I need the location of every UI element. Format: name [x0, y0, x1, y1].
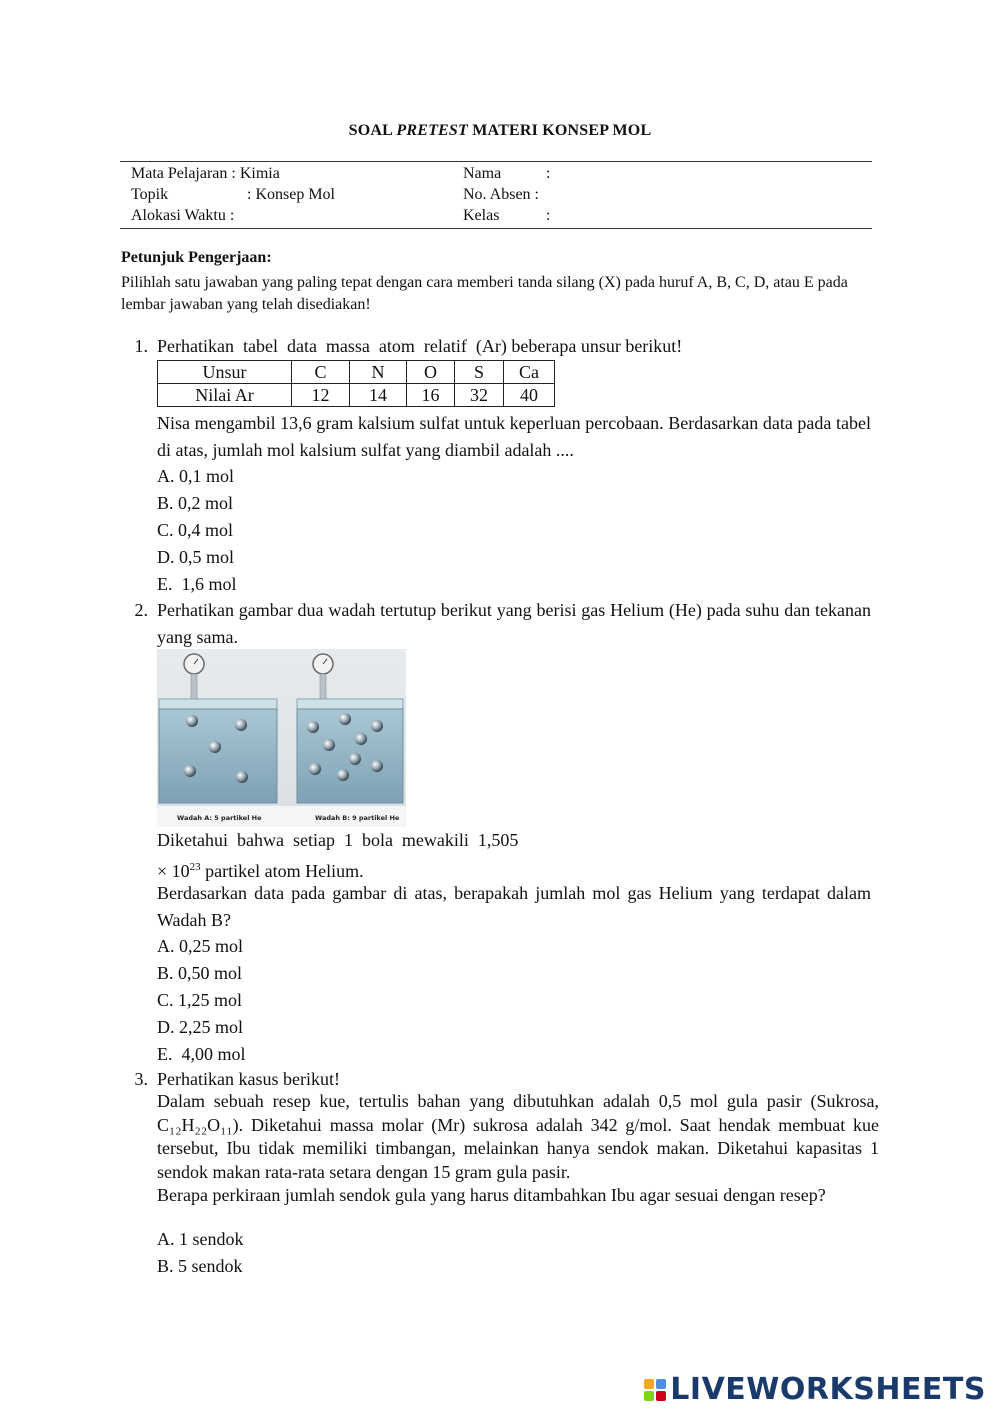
q1-option-e[interactable]: E. 1,6 mol: [157, 574, 237, 594]
instructions-text: Pilihlah satu jawaban yang paling tepat dengan cara memberi tanda silang (X) pada huruf A, B, C, D, atau E pada lembar jawaban yang telah disediakan!: [121, 274, 848, 313]
q2-line1: Diketahui bahwa setiap 1 bola mewakili 1,505: [157, 830, 519, 850]
liveworksheets-logo: [644, 1372, 986, 1407]
table-cell: 32: [455, 384, 504, 407]
q2-option-d[interactable]: D. 2,25 mol: [157, 1017, 244, 1037]
table-cell: 16: [407, 384, 455, 407]
absen-label: No. Absen :: [463, 186, 539, 203]
q2-option-e[interactable]: E. 4,00 mol: [157, 1044, 246, 1064]
q2-option-b[interactable]: B. 0,50 mol: [157, 963, 243, 983]
table-row: [158, 384, 555, 407]
q2-number: 2.: [134, 600, 148, 620]
table-cell: C: [292, 361, 350, 384]
q2-body: Berdasarkan data pada gambar di atas, berapakah jumlah mol gas Helium yang terdapat dalam Wadah B?: [157, 883, 871, 930]
meta-top-rule: [120, 161, 872, 162]
q1-number: 1.: [134, 336, 148, 356]
q3-number: 3.: [134, 1069, 148, 1089]
name-colon: :: [546, 165, 551, 182]
table-cell: 12: [292, 384, 350, 407]
q3-body2: Berapa perkiraan jumlah sendok gula yang harus ditambahkan Ibu agar sesuai dengan resep?: [157, 1185, 826, 1205]
helium-containers-image: [157, 649, 406, 827]
table-cell: 40: [504, 384, 555, 407]
name-label: Nama: [463, 165, 502, 182]
q2-line2: × $10^{23}$ partikel atom Helium.: [157, 861, 364, 881]
table-cell: Ca: [504, 361, 555, 384]
table-cell: Unsur: [158, 361, 292, 384]
q1-option-d[interactable]: D. 0,5 mol: [157, 547, 235, 567]
caption-b: Wadah B: 9 partikel He: [315, 814, 400, 822]
table-cell: O: [407, 361, 455, 384]
q2-option-c[interactable]: C. 1,25 mol: [157, 990, 243, 1010]
time-label: Alokasi Waktu :: [131, 207, 235, 224]
q1-prompt: Perhatikan tabel data massa atom relatif (Ar) beberapa unsur berikut!: [157, 336, 683, 356]
q3-prompt: Perhatikan kasus berikut!: [157, 1069, 340, 1089]
topic-label: Topik: [131, 186, 169, 203]
q3-option-a[interactable]: A. 1 sendok: [157, 1229, 244, 1249]
instructions-heading: Petunjuk Pengerjaan:: [121, 249, 272, 266]
table-cell: Nilai Ar: [158, 384, 292, 407]
ar-table: [157, 360, 555, 407]
logo-text: LIVEWORKSHEETS: [670, 1372, 986, 1407]
caption-a: Wadah A: 5 partikel He: [177, 814, 262, 822]
q1-body: Nisa mengambil 13,6 gram kalsium sulfat untuk keperluan percobaan. Berdasarkan data pada tabel di atas, jumlah mol kalsium sulfat yang diambil adalah ....: [157, 413, 871, 460]
liveworksheets-mark-icon: [644, 1379, 666, 1401]
topic-value: : Konsep Mol: [247, 186, 335, 203]
table-cell: N: [350, 361, 407, 384]
q3-option-b[interactable]: B. 5 sendok: [157, 1256, 243, 1276]
q1-option-c[interactable]: C. 0,4 mol: [157, 520, 234, 540]
q1-option-b[interactable]: B. 0,2 mol: [157, 493, 234, 513]
table-row: [158, 361, 555, 384]
table-cell: S: [455, 361, 504, 384]
q1-option-a[interactable]: A. 0,1 mol: [157, 466, 235, 486]
subject-label: Mata Pelajaran : Kimia: [131, 165, 280, 182]
class-colon: :: [546, 207, 551, 224]
table-cell: 14: [350, 384, 407, 407]
meta-bottom-rule: [120, 228, 872, 229]
q2-prompt: Perhatikan gambar dua wadah tertutup berikut yang berisi gas Helium (He) pada suhu dan tekanan yang sama.: [157, 600, 871, 647]
page-title: SOAL PRETEST MATERI KONSEP MOL: [348, 122, 652, 139]
class-label: Kelas: [463, 207, 500, 224]
q2-option-a[interactable]: A. 0,25 mol: [157, 936, 244, 956]
q3-body1: Dalam sebuah resep kue, tertulis bahan yang dibutuhkan adalah 0,5 mol gula pasir (Sukrosa, C₁₂H₂₂O₁₁). Diketahui massa molar (Mr) sukrosa adalah 342 g/mol. Saat hendak membuat kue tersebut, Ibu tidak memiliki timbangan, melainkan hanya sendok makan. Diketahui kapasitas 1 sendok makan rata-rata setara dengan 15 gram gula pasir.: [157, 1091, 879, 1182]
helium-containers-svg: [157, 649, 406, 827]
